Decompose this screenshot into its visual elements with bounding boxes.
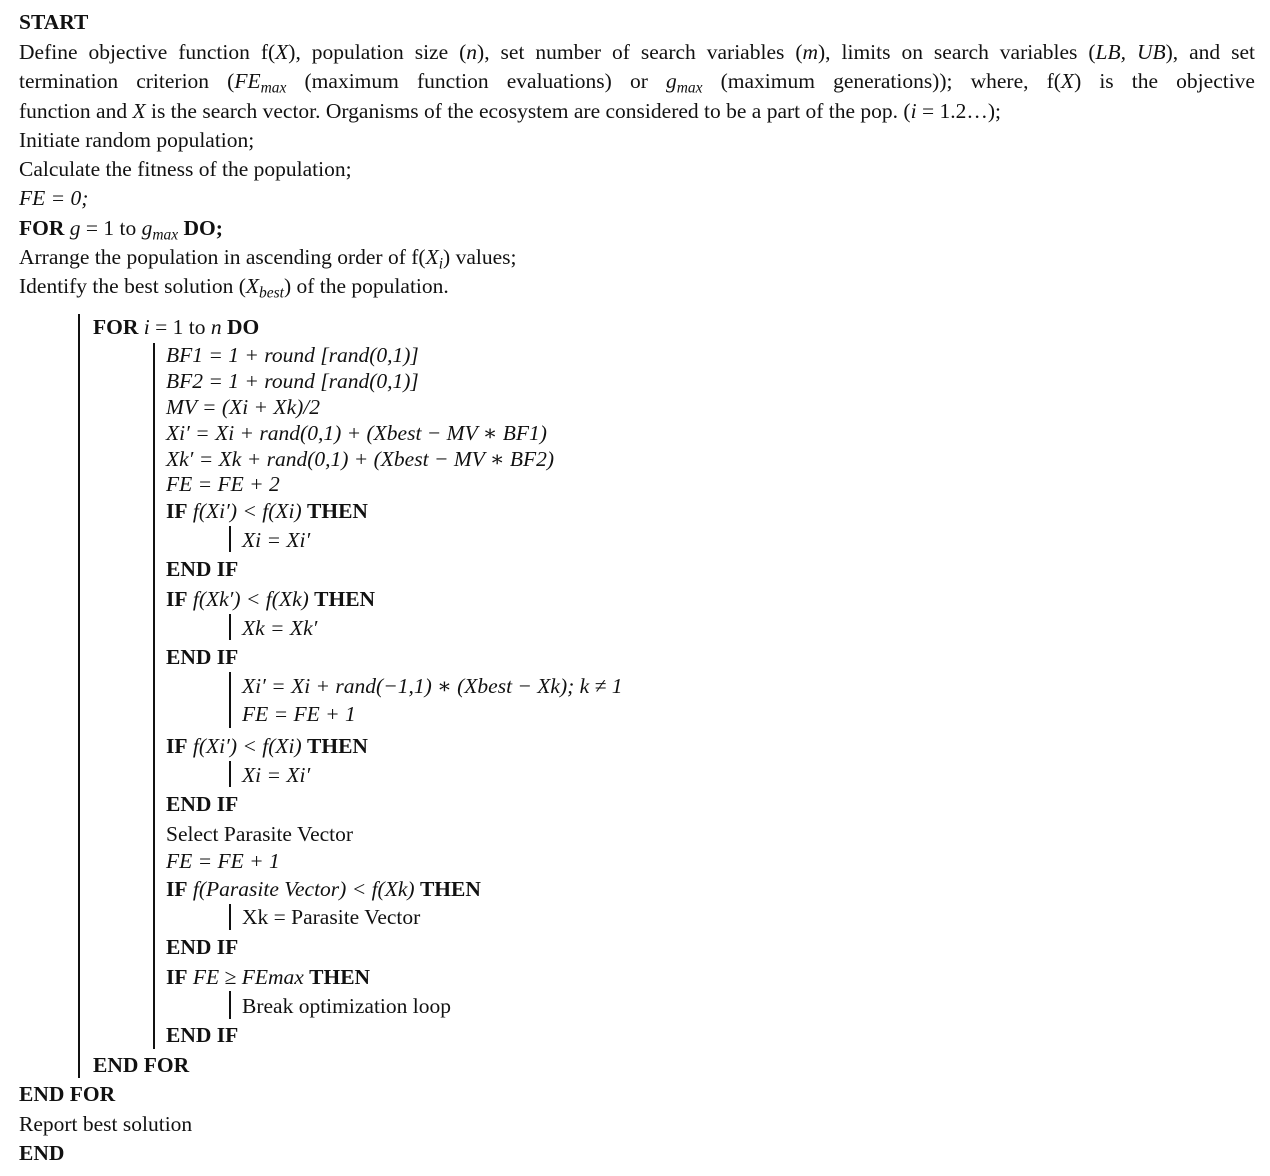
definition-line-2: termination criterion ($FE_{max}$ (maximum function evaluations) or $g_{max}$ (maximum generations)); where, f(X) is the objective bbox=[19, 69, 1255, 97]
if-xi-line: IF f(Xi′) < f(Xi) THEN bbox=[166, 499, 368, 523]
bf2-line: BF2 = 1 + round [rand(0,1)] bbox=[166, 369, 419, 393]
if-xi-body-bar bbox=[229, 526, 231, 552]
termination-body-bar bbox=[229, 991, 231, 1019]
definition-line-3: function and X is the search vector. Organisms of the ecosystem are considered to be a part of the pop. (i = 1.2…); bbox=[19, 98, 1001, 123]
inner-loop-bar bbox=[153, 343, 155, 1049]
if-xk-body-bar bbox=[229, 614, 231, 640]
break-loop-line: Break optimization loop bbox=[242, 994, 451, 1018]
report-best-line: Report best solution bbox=[19, 1112, 193, 1136]
end-if-3: END IF bbox=[166, 792, 239, 816]
if-parasite-line: IF f(Parasite Vector) < f(Xk) THEN bbox=[166, 877, 481, 901]
inner-for-line: FOR i = 1 to n DO bbox=[93, 315, 260, 339]
identify-best-line: Identify the best solution $(X_{best})$ of the population. bbox=[19, 274, 449, 302]
fe-plus-2-line: FE = FE + 2 bbox=[166, 472, 280, 496]
if-xk-body: Xk = Xk′ bbox=[242, 616, 318, 640]
commensalism-update-line: Xi′ = Xi + rand(−1,1) ∗ (Xbest − Xk); k ≠ 1 bbox=[242, 674, 623, 698]
xi-update-line: Xi′ = Xi + rand(0,1) + (Xbest − MV ∗ BF1) bbox=[166, 421, 547, 445]
commensalism-bar bbox=[229, 672, 231, 728]
arrange-line: Arrange the population in ascending order of $f(X_i)$ values; bbox=[19, 245, 517, 273]
outer-loop-bar bbox=[78, 314, 80, 1078]
select-parasite-line: Select Parasite Vector bbox=[166, 822, 354, 846]
if-xi-2-body-bar bbox=[229, 761, 231, 787]
parasite-fe-line: FE = FE + 1 bbox=[166, 849, 280, 873]
if-xi-2-body: Xi = Xi′ bbox=[242, 763, 311, 787]
if-xi-body: Xi = Xi′ bbox=[242, 528, 311, 552]
if-termination-line: IF FE ≥ FEmax THEN bbox=[166, 965, 371, 989]
mv-line: MV = (Xi + Xk)/2 bbox=[166, 395, 320, 419]
bf1-line: BF1 = 1 + round [rand(0,1)] bbox=[166, 343, 419, 367]
end-if-4: END IF bbox=[166, 935, 239, 959]
start-keyword: START bbox=[19, 10, 89, 34]
end-keyword: END bbox=[19, 1141, 65, 1165]
initiate-population-line: Initiate random population; bbox=[19, 128, 255, 152]
if-parasite-body-bar bbox=[229, 904, 231, 930]
end-outer-for: END FOR bbox=[19, 1082, 116, 1106]
definition-line-1: Define objective function f(X), population size (n), set number of search variables (m), limits on search variables (LB, UB), and set bbox=[19, 40, 1256, 64]
calculate-fitness-line: Calculate the fitness of the population; bbox=[19, 157, 352, 181]
xk-update-line: Xk′ = Xk + rand(0,1) + (Xbest − MV ∗ BF2) bbox=[166, 447, 555, 471]
commensalism-fe-line: FE = FE + 1 bbox=[242, 702, 356, 726]
fe-init-line: FE = 0; bbox=[19, 186, 89, 210]
definition-paragraph bbox=[19, 38, 1255, 126]
end-if-5: END IF bbox=[166, 1023, 239, 1047]
end-if-2: END IF bbox=[166, 645, 239, 669]
end-inner-for: END FOR bbox=[93, 1053, 190, 1077]
if-xi-2-line: IF f(Xi′) < f(Xi) THEN bbox=[166, 734, 368, 758]
if-xk-line: IF f(Xk′) < f(Xk) THEN bbox=[166, 587, 376, 611]
outer-for-line: FOR g = 1 to $g_{max}$ DO; bbox=[19, 216, 223, 244]
if-parasite-body: Xk = Parasite Vector bbox=[242, 905, 421, 929]
end-if-1: END IF bbox=[166, 557, 239, 581]
